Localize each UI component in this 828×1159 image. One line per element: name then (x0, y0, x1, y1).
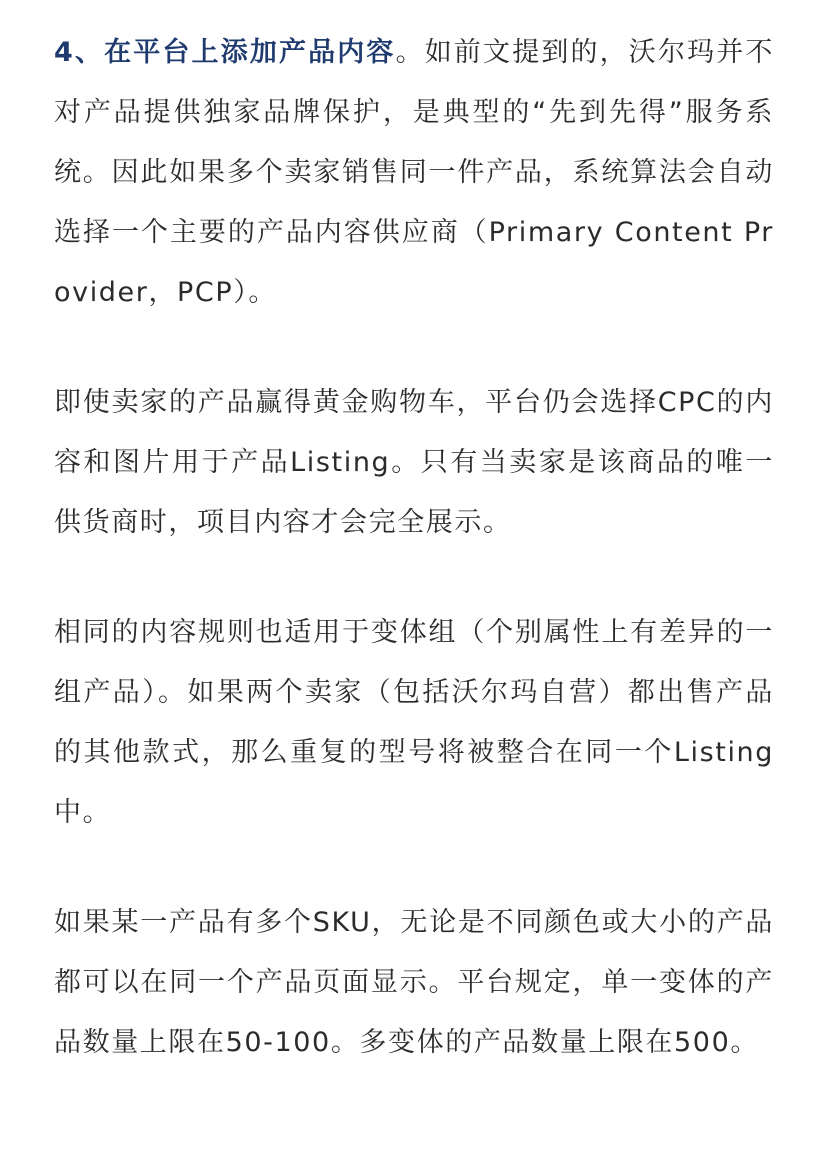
paragraph-text: 即使卖家的产品赢得黄金购物车，平台仍会选择CPC的内容和图片用于产品Listing。只有当卖家是该商品的唯一供货商时，项目内容才会完全展示。 (54, 387, 774, 538)
paragraph-text: 相同的内容规则也适用于变体组（个别属性上有差异的一组产品）。如果两个卖家（包括沃尔玛自营）都出售产品的其他款式，那么重复的型号将被整合在同一个Listing中。 (54, 617, 774, 828)
paragraph-text: 如果某一产品有多个SKU，无论是不同颜色或大小的产品都可以在同一个产品页面显示。平台规定，单一变体的产品数量上限在50-100。多变体的产品数量上限在500。 (54, 907, 774, 1058)
section-heading: 4、在平台上添加产品内容 (54, 37, 396, 68)
paragraph-variant-groups (54, 603, 774, 843)
paragraph-text: 。如前文提到的，沃尔玛并不对产品提供独家品牌保护，是典型的“先到先得”服务系统。因此如果多个卖家销售同一件产品，系统算法会自动选择一个主要的产品内容供应商（Primary Content Provider，PCP）。 (54, 37, 774, 308)
paragraph-add-product-content (54, 23, 774, 323)
paragraph-buy-box (54, 373, 774, 553)
paragraph-sku-limits (54, 893, 774, 1073)
